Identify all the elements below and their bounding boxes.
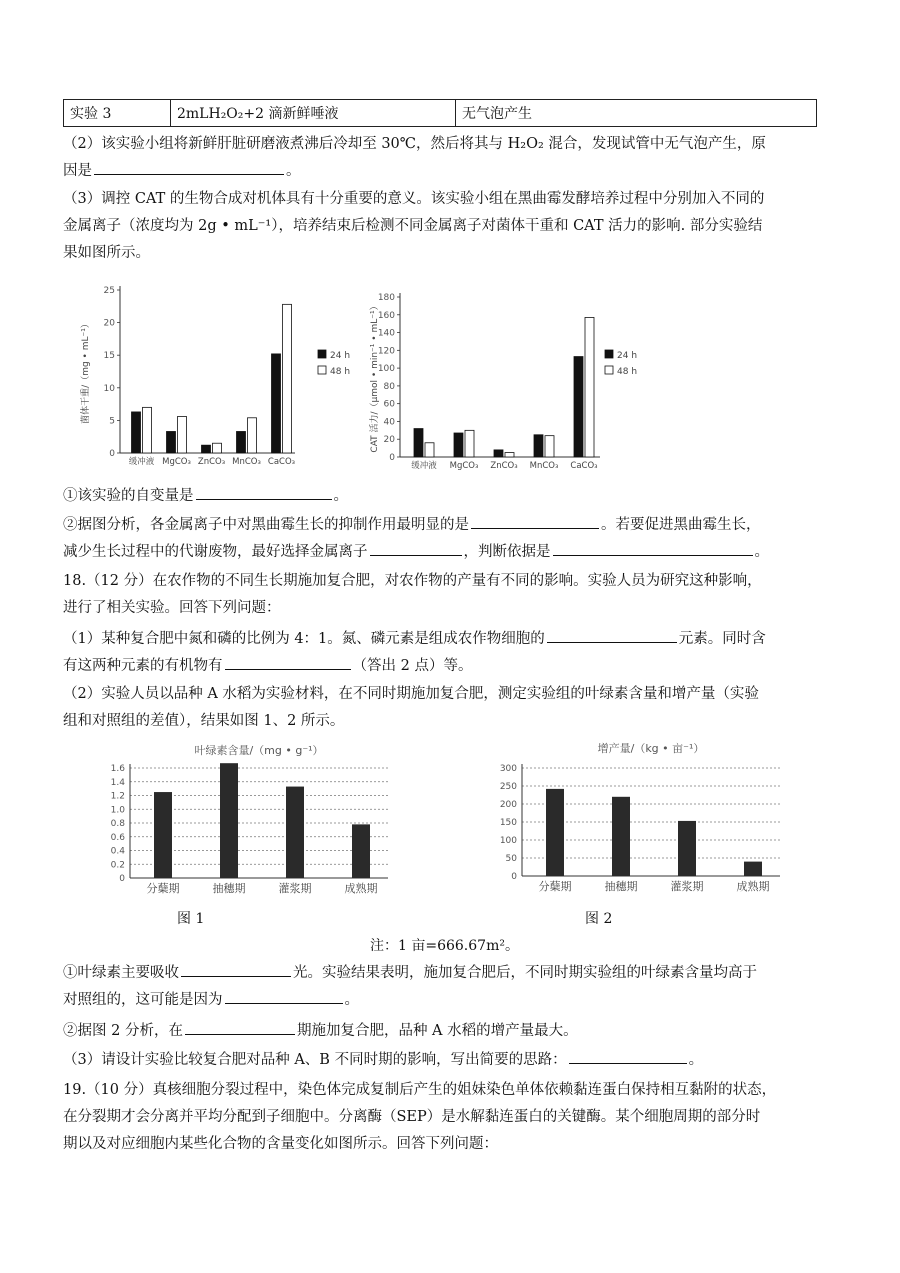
x-tick-label: 缓冲液 xyxy=(128,457,155,467)
q18-p2b: 组和对照组的差值），结果如图 1、2 所示。 xyxy=(63,713,345,729)
bar-48h xyxy=(143,407,152,453)
y-axis-label: 菌体干重/（mg • mL⁻¹） xyxy=(81,319,91,424)
answer-blank[interactable] xyxy=(370,541,462,556)
x-tick-label: 灌浆期 xyxy=(670,880,704,893)
q18-line1: 18.（12 分）在农作物的不同生长期施加复合肥，对农作物的产量有不同的影响。实验人员为研究这种影响， xyxy=(63,573,762,589)
bar-48h xyxy=(505,453,514,457)
bar-48h xyxy=(178,416,187,453)
q17-sub2 xyxy=(63,512,833,566)
y-tick-label: 0 xyxy=(389,453,395,463)
x-tick-label: MnCO₃ xyxy=(232,457,261,467)
q19 xyxy=(63,1077,833,1158)
chart-dry-weight xyxy=(60,278,360,478)
table-cell-experiment: 实验 3 xyxy=(64,100,171,127)
figure-1-label: 图 1 xyxy=(177,911,205,927)
legend-swatch xyxy=(605,350,613,358)
legend-swatch xyxy=(605,366,613,374)
x-tick-label: 灌浆期 xyxy=(278,882,312,895)
experiment-table xyxy=(63,99,817,127)
q18-p3a: （3）请设计实验比较复合肥对品种 A、B 不同时期的影响，写出简要的思路： xyxy=(63,1052,567,1068)
chart-title: 增产量/（kg • 亩⁻¹） xyxy=(597,742,705,755)
bar-48h xyxy=(545,436,554,457)
y-tick-label: 250 xyxy=(499,782,517,792)
q18-p2a: （2）实验人员以品种 A 水稻为实验材料，在不同时期施加复合肥，测定实验组的叶绿素含量和增产量（实验 xyxy=(63,686,759,702)
q17-part2-prefix: 因是 xyxy=(63,163,92,179)
q19-line3: 期以及对应细胞内某些化合物的含量变化如图所示。回答下列问题： xyxy=(63,1136,498,1152)
q17-sub2-c: 减少生长过程中的代谢废物，最好选择金属离子 xyxy=(63,544,368,560)
q19-line2: 在分裂期才会分离并平均分配到子细胞中。分离酶（SEP）是水解黏连蛋白的关键酶。某个细胞周期的部分时 xyxy=(63,1109,761,1125)
bar-24h xyxy=(167,431,176,453)
legend-label: 24 h xyxy=(617,351,638,361)
answer-blank[interactable] xyxy=(569,1049,687,1064)
y-tick-label: 10 xyxy=(103,383,115,394)
y-tick-label: 1.4 xyxy=(110,777,125,788)
bar xyxy=(352,824,370,878)
bar xyxy=(286,787,304,878)
q17-part2 xyxy=(63,131,833,185)
legend-label: 48 h xyxy=(330,367,351,377)
bar-24h xyxy=(414,429,423,457)
q17-part2-line1: （2）该实验小组将新鲜肝脏研磨液煮沸后冷却至 30℃，然后将其与 H₂O₂ 混合，发现试管中无气泡产生，原 xyxy=(63,136,766,152)
q17-sub2-d: ，判断依据是 xyxy=(463,544,551,560)
y-tick-label: 0.2 xyxy=(110,860,125,871)
y-tick-label: 200 xyxy=(499,800,517,810)
x-tick-label: 缓冲液 xyxy=(411,461,437,471)
y-tick-label: 25 xyxy=(103,286,115,296)
x-tick-label: MgCO₃ xyxy=(449,461,479,471)
q18-line2: 进行了相关实验。回答下列问题： xyxy=(63,600,281,616)
y-tick-label: 1.2 xyxy=(110,791,125,802)
y-tick-label: 20 xyxy=(103,318,115,329)
legend-swatch xyxy=(318,366,326,374)
x-tick-label: ZnCO₃ xyxy=(490,461,518,471)
answer-blank[interactable] xyxy=(547,628,677,643)
q17-sub1-text: ①该实验的自变量是 xyxy=(63,488,194,504)
y-tick-label: 0.4 xyxy=(110,846,125,857)
x-tick-label: MnCO₃ xyxy=(529,461,559,471)
answer-blank[interactable] xyxy=(185,1020,295,1035)
table-cell-result: 无气泡产生 xyxy=(456,100,817,127)
bar-24h xyxy=(454,433,463,457)
x-tick-label: CaCO₃ xyxy=(267,457,296,467)
figure-note: 注：1 亩=666.67m²。 xyxy=(370,938,519,954)
bar-24h xyxy=(534,435,543,457)
bar-48h xyxy=(585,317,594,457)
y-tick-label: 20 xyxy=(383,435,395,446)
legend-label: 48 h xyxy=(617,367,638,377)
bar-24h xyxy=(237,431,246,453)
q17-part3-line1: （3）调控 CAT 的生物合成对机体具有十分重要的意义。该实验小组在黑曲霉发酵培养过程中分别加入不同的 xyxy=(63,191,765,207)
bar-24h xyxy=(574,357,583,457)
bar-48h xyxy=(465,430,474,457)
q17-part3-line2: 金属离子（浓度均为 2g • mL⁻¹），培养结束后检测不同金属离子对菌体干重和 CAT 活力的影响. 部分实验结 xyxy=(63,218,763,234)
y-tick-label: 180 xyxy=(377,293,395,303)
bar-24h xyxy=(494,450,503,457)
table-row xyxy=(64,100,817,127)
bar xyxy=(612,797,630,876)
chart-yield xyxy=(470,738,790,910)
chart-cat-activity xyxy=(365,285,665,480)
q18-p3b: 。 xyxy=(688,1052,704,1068)
y-tick-label: 120 xyxy=(377,346,395,357)
bar xyxy=(546,789,564,876)
y-tick-label: 160 xyxy=(377,310,395,321)
answer-blank[interactable] xyxy=(225,655,351,670)
bar xyxy=(154,792,172,878)
y-tick-label: 40 xyxy=(383,417,395,428)
y-tick-label: 1.0 xyxy=(110,805,125,816)
bar-48h xyxy=(213,443,222,453)
q18-s1a: ①叶绿素主要吸收 xyxy=(63,965,179,981)
y-tick-label: 60 xyxy=(383,399,395,410)
x-tick-label: CaCO₃ xyxy=(570,461,598,471)
q17-part2-line2 xyxy=(63,158,833,185)
q17-sub2-b: 。若要促进黑曲霉生长， xyxy=(601,517,761,533)
x-tick-label: 成熟期 xyxy=(736,880,770,893)
q18-part3 xyxy=(63,1047,833,1074)
bar xyxy=(220,763,238,878)
y-tick-label: 0 xyxy=(511,872,517,882)
q18-s1d: 。 xyxy=(344,992,359,1008)
answer-blank[interactable] xyxy=(196,485,332,500)
y-tick-label: 0 xyxy=(109,449,115,459)
chart-title: 叶绿素含量/（mg • g⁻¹） xyxy=(194,744,324,757)
answer-blank[interactable] xyxy=(471,514,599,529)
bar-48h xyxy=(248,418,257,453)
y-tick-label: 0.8 xyxy=(110,819,125,829)
q17-part3 xyxy=(63,186,833,267)
x-tick-label: 分蘖期 xyxy=(146,882,180,895)
y-tick-label: 80 xyxy=(383,381,395,392)
table-cell-reagent: 2mLH₂O₂+2 滴新鲜唾液 xyxy=(171,100,456,127)
bar-48h xyxy=(283,304,292,453)
y-tick-label: 150 xyxy=(499,818,517,828)
y-tick-label: 300 xyxy=(499,764,517,774)
legend-swatch xyxy=(318,350,326,358)
x-tick-label: ZnCO₃ xyxy=(197,457,226,467)
bar-24h xyxy=(132,412,141,453)
y-tick-label: 5 xyxy=(109,416,115,427)
y-tick-label: 140 xyxy=(377,328,395,339)
x-tick-label: 抽穗期 xyxy=(212,882,246,895)
y-tick-label: 1.6 xyxy=(110,764,125,774)
q18-p1c: 有这两种元素的有机物有 xyxy=(63,658,223,674)
q18-s1c: 对照组的，这可能是因为 xyxy=(63,992,223,1008)
q17-sub1-end: 。 xyxy=(333,488,348,504)
q18-part2 xyxy=(63,681,833,735)
bar-48h xyxy=(425,443,434,457)
chart-chlorophyll xyxy=(88,740,398,910)
q18-s2b: 期施加复合肥，品种 A 水稻的增产量最大。 xyxy=(296,1023,578,1039)
answer-blank[interactable] xyxy=(94,160,284,175)
q18-s2a: ②据图 2 分析，在 xyxy=(63,1023,183,1039)
legend-label: 24 h xyxy=(330,351,351,361)
answer-blank[interactable] xyxy=(225,989,343,1004)
bar-24h xyxy=(202,445,211,453)
x-tick-label: 成熟期 xyxy=(344,882,378,895)
q17-sub2-a: ②据图分析，各金属离子中对黑曲霉生长的抑制作用最明显的是 xyxy=(63,517,469,533)
q19-line1: 19.（10 分）真核细胞分裂过程中，染色体完成复制后产生的姐妹染色单体依赖黏连蛋白保持相互黏附的状态， xyxy=(63,1082,777,1098)
q17-part3-line3: 果如图所示。 xyxy=(63,245,150,261)
y-tick-label: 0 xyxy=(119,874,125,884)
q18-p1b: 元素。同时含 xyxy=(678,631,766,647)
x-tick-label: MgCO₃ xyxy=(162,457,191,467)
q18-p1d: （答出 2 点）等。 xyxy=(352,658,473,674)
y-tick-label: 50 xyxy=(505,854,517,864)
q18-sub1 xyxy=(63,960,833,1014)
answer-blank[interactable] xyxy=(553,541,753,556)
q18-part1 xyxy=(63,626,833,680)
bar-24h xyxy=(272,354,281,453)
x-tick-label: 分蘖期 xyxy=(538,880,572,893)
answer-blank[interactable] xyxy=(181,962,291,977)
y-tick-label: 15 xyxy=(103,351,115,362)
y-tick-label: 100 xyxy=(499,836,517,846)
y-tick-label: 0.6 xyxy=(110,832,125,843)
q18-s1b: 光。实验结果表明，施加复合肥后，不同时期实验组的叶绿素含量均高于 xyxy=(293,965,757,981)
y-axis-label: CAT 活力/（μmol • min⁻¹ • mL⁻¹） xyxy=(370,301,380,453)
q17-part2-end: 。 xyxy=(286,163,301,179)
q18-sub2 xyxy=(63,1018,833,1045)
q18-p1a: （1）某种复合肥中氮和磷的比例为 4：1。氮、磷元素是组成农作物细胞的 xyxy=(63,631,545,647)
figure-2-label: 图 2 xyxy=(585,911,613,927)
q18-intro xyxy=(63,568,833,622)
x-tick-label: 抽穗期 xyxy=(604,880,638,893)
q17-sub1 xyxy=(63,483,833,510)
bar xyxy=(744,862,762,876)
bar xyxy=(678,821,696,876)
y-tick-label: 100 xyxy=(377,364,395,375)
q17-sub2-e: 。 xyxy=(754,544,769,560)
